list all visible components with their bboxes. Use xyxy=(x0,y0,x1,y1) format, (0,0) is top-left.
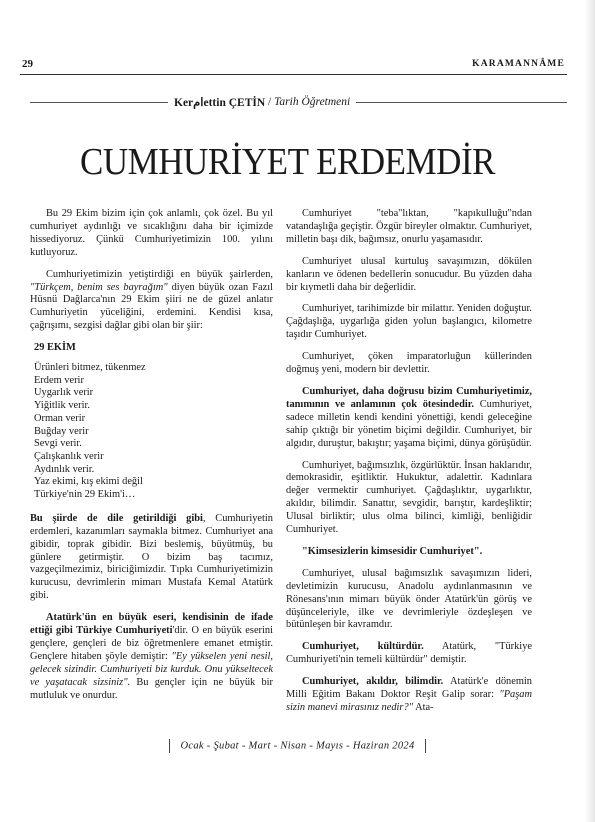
text: Atatürk'e dönemin Milli Eğitim Bakanı Doktor Reşit Galip sorar: xyxy=(286,676,532,701)
paragraph: Cumhuriyet, çöken imparatorluğun küllerinden doğmuş yeni, modern bir devlettir. xyxy=(286,351,532,376)
bold-text: Cumhuriyet, akıldır, bilimdir. xyxy=(302,676,444,688)
paragraph: Bu 29 Ekim bizim için çok anlamlı, çok özel. Bu yıl cumhuriyet aydınlığı ve sıcaklığını daha bir içimizde hissediyoruz. Çünkü Cumhuriyetimizin 100. yılını kutluyoruz. xyxy=(30,208,273,258)
footer-bar-right xyxy=(425,739,426,753)
byline-rule-right xyxy=(356,102,567,103)
bold-text: Atatürk'ün en büyük eseri, kendisinin de ifade ettiği gibi Türkiye Cumhuriyeti xyxy=(30,612,273,637)
bold-text: Bu şiirde de dile getirildiği gibi xyxy=(30,512,203,524)
paragraph: Cumhuriyet "teba"lıktan, "kapıkulluğu"ndan vatandaşlığa geçiştir. Özgür bireyler olmaktır. Cumhuriyet, milletin başı dik, bağımsız, onurlu yaşamasıdır. xyxy=(286,208,532,245)
poem-line: Sevgi verir. xyxy=(34,438,82,450)
text: , Cumhuriyetin erdemleri, kazanımları saymakla bitmez. Cumhuriyet ana gibidir, toprak gibidir. Bizi beslemiş, büyütmüş, bu günlere getirmiştir. O bizim baş tacımız, vazgeçilmezimiz, biriciğimizdir. Tıpkı Cumhuriyetimizin kurucusu, devrimlerin mimarı Mustafa Kemal Atatürk gibi. xyxy=(30,512,274,602)
paragraph xyxy=(286,386,532,451)
poem-line: Yiğitlik verir. xyxy=(34,400,90,412)
paragraph xyxy=(286,546,532,559)
byline-rule-left xyxy=(30,102,168,103)
text: Atatürk, "Türkiye Cumhuriyeti'nin temeli kültürdür" demiştir. xyxy=(286,641,532,666)
magazine-name: KARAMANNÂME xyxy=(472,59,565,69)
paragraph: Cumhuriyet ulusal kurtuluş savaşımızın, dökülen kanların ve ödenen bedellerin sonucudur. Bu yüzden daha bir kıymetli daha bir değerlidir. xyxy=(286,255,532,293)
footer-date-range: Ocak - Şubat - Mart - Nisan - Mayıs - Haziran 2024 xyxy=(180,740,415,752)
paragraph xyxy=(286,676,532,715)
text: Cumhuriyet, sadece milletin kendi kendini yönettiği, kendi geleceğine sahip çıktığı bir yönetim biçimi değildir. Cumhuriyet, bir algıdır, duruştur, bakıştır; yaşama biçimi, dünya görüşüdür. xyxy=(286,398,532,449)
poem-line: Uygarlık verir xyxy=(34,387,94,399)
text: Ata- xyxy=(413,702,434,713)
footer xyxy=(0,739,595,753)
left-column xyxy=(30,208,273,711)
quote: "Paşam sizin manevi mirasınız nedir?" xyxy=(286,689,532,713)
page-edge-shadow xyxy=(585,0,595,822)
paragraph xyxy=(30,513,273,603)
paragraph: Cumhuriyet, bağımsızlık, özgürlüktür. İnsan haklarıdır, demokrasidir, eşitliktir. Hukuktur, adalettir. Kadınlara değer vermektir cumhuriyet. Çağdaşlıktır, uygarlıktır, akıldır, bilimdir. Sanattır, sevgidir, barıştır, kardeşliktir; Ulusal birliktir; ulus olma bilinci, kimliği, benliğidir Cumhuriyet. xyxy=(286,459,532,536)
page-number: 29 xyxy=(22,58,33,70)
poem xyxy=(30,362,273,502)
poem-title: 29 EKİM xyxy=(34,342,76,354)
text: Cumhuriyetimizin yetiştirdiği en büyük şairlerden, xyxy=(46,268,273,280)
paragraph: Cumhuriyet, tarihimizde bir milattır. Yeniden doğuştur. Çağdaşlığa, uygarlığa giden yolun başlangıcı, kilometre taşıdır Cumhuriyet. xyxy=(286,303,532,341)
text: diyen büyük ozan Fazıl Hüsnü Dağlarca'nın 29 Ekim şiiri ne de güzel anlatır Cumhuriyetin yüceliğini, erdemini. Kendisi kısa, çağrışımı, sezgisi dağlar gibi olan bir şiir: xyxy=(30,281,273,332)
author-name: Kerامettin ÇETİN xyxy=(174,97,266,109)
article-title: CUMHURİYET ERDEMDİR xyxy=(79,141,496,183)
bold-text: "Kimsesizlerin kimsesidir Cumhuriyet". xyxy=(302,545,483,557)
poem-line: Çalışkanlık verir xyxy=(34,450,104,462)
author-byline xyxy=(30,95,567,109)
poem-line: Ürünleri bitmez, tükenmez xyxy=(34,362,146,374)
poem-line: Orman verir xyxy=(34,412,86,424)
paragraph xyxy=(30,269,273,334)
poem-line: Buğday verir xyxy=(34,425,89,437)
quote: "Türkçem, benim ses bayrağım" xyxy=(30,281,168,293)
text: 'dir. O en büyük eserini gençlere, gençleri de biz öğretmenlere emanet etmiştir. Gençlere hitaben şöyle demiştir: xyxy=(30,625,273,662)
right-column xyxy=(286,208,532,724)
paragraph: Cumhuriyet, ulusal bağımsızlık savaşımızın lideri, devletimizin kurucusu, Anadolu aydınlanmasının ve Rönesans'ının mimarı büyük önder Atatürk'ün görüş ve düşünceleriyle, ilke ve devrimleriyle özdeşleşen ve bütünleşen bir kavramdır. xyxy=(286,567,532,631)
paragraph xyxy=(286,641,532,667)
bold-text: Cumhuriyet, kültürdür. xyxy=(302,641,424,653)
bold-text: Cumhuriyet, daha doğrusu bizim Cumhuriyetimiz, tanımının ve anlamının çok ötesindedir. xyxy=(286,385,532,410)
poem-line: Aydınlık verir. xyxy=(34,463,95,475)
paragraph xyxy=(30,612,273,702)
poem-line: Yaz ekimi, kış ekimi değil xyxy=(34,476,143,488)
text: Bu gençler için ne büyük bir mutluluk ve onurdur. xyxy=(30,676,273,701)
quote: "Ey yükselen yeni nesil, gelecek sizindir. Cumhuriyeti biz kurduk. Onu yükseltecek ve yaşatacak sizsiniz". xyxy=(30,650,273,688)
header-rule xyxy=(20,74,567,75)
byline-separator: / xyxy=(265,96,275,108)
footer-bar-left xyxy=(169,739,170,753)
poem-line: Türkiye'nin 29 Ekim'i… xyxy=(34,489,136,501)
poem-line: Erdem verir xyxy=(34,374,84,386)
author-role: Tarih Öğretmeni xyxy=(274,96,351,108)
